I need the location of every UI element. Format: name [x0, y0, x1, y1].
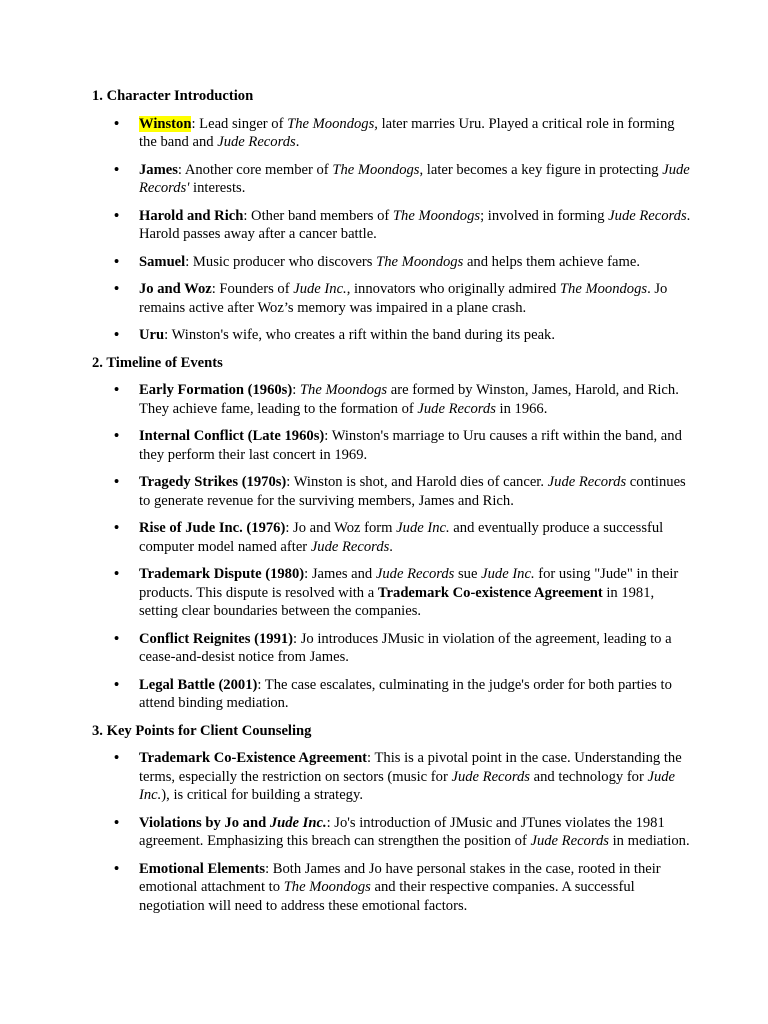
bullet-icon: • — [114, 253, 120, 270]
list-item — [92, 473, 692, 510]
item-text: : Jo and Woz form — [285, 520, 397, 536]
item-text: , later becomes a key figure in protecting — [419, 161, 663, 178]
list-item — [92, 381, 692, 418]
item-text: : Founders of — [211, 281, 294, 297]
bullet-icon: • — [114, 207, 120, 224]
item-text: and helps them achieve fame. — [463, 253, 640, 270]
list-item — [92, 749, 692, 805]
item-term: Jude Inc. — [269, 814, 327, 831]
item-term: Tragedy Strikes (1970s) — [139, 474, 287, 490]
item-text: in 1966. — [495, 400, 548, 417]
bullet-icon: • — [114, 750, 120, 766]
item-text: are formed by Winston, James, Harold, and Rich. They achieve fame, leading to the formation of — [139, 382, 679, 417]
item-text: The Moondogs — [299, 382, 388, 398]
item-text: Jude Records — [375, 566, 455, 582]
bullet-icon: • — [114, 382, 120, 398]
item-text: Jude Records — [310, 538, 390, 555]
item-text: ), is critical for building a strategy. — [161, 787, 363, 803]
bullet-icon: • — [114, 860, 120, 877]
item-text: : This is a pivotal point in the case. Understanding the terms, especially the restriction on sectors (music for — [139, 750, 682, 785]
bullet-icon: • — [114, 327, 120, 343]
item-text: and eventually produce a successful computer model named after — [139, 520, 664, 555]
bullet-icon: • — [114, 520, 120, 536]
item-text: : Lead singer of — [191, 115, 288, 132]
list-item — [92, 630, 692, 667]
item-text: Jude Records — [530, 833, 609, 849]
item-term: Legal Battle (2001) — [139, 676, 258, 693]
bullet-icon: • — [114, 566, 120, 582]
item-text: : Another core member of — [177, 161, 333, 178]
item-text: Jude Inc. — [293, 281, 347, 297]
item-text: continues to generate revenue for the surviving members, James and Rich. — [139, 474, 686, 509]
list-item — [92, 676, 692, 713]
item-text: : Winston is shot, and Harold dies of cancer. — [286, 474, 548, 490]
bullet-icon: • — [114, 676, 120, 693]
item-text: : Jo introduces JMusic in violation of the agreement, leading to a cease-and-desist notice from James. — [139, 630, 672, 665]
item-text: : Both James and Jo have personal stakes in the case, rooted in their emotional attachment to — [139, 860, 661, 895]
document-page — [92, 87, 692, 924]
item-text: Jude Records' — [139, 161, 690, 196]
item-text: Jude Records — [608, 207, 687, 224]
list-item — [92, 115, 692, 152]
list-item — [92, 326, 692, 345]
bullet-icon: • — [114, 115, 120, 132]
bullet-list — [92, 381, 692, 713]
item-text: Jude Inc. — [139, 768, 676, 803]
list-item — [92, 860, 692, 916]
item-term: Trademark Co-existence Agreement — [377, 584, 603, 601]
item-text: The Moondogs — [392, 207, 481, 224]
bullet-icon: • — [114, 474, 120, 490]
bullet-icon: • — [114, 428, 120, 444]
item-text: : Winston's wife, who creates a rift within the band during its peak. — [164, 327, 555, 343]
item-text: Jude Records — [547, 474, 627, 490]
item-term: Internal Conflict (Late 1960s) — [139, 428, 325, 444]
item-text: , innovators who originally admired — [346, 281, 560, 297]
item-term: Emotional Elements — [139, 860, 266, 877]
item-text: . Harold passes away after a cancer battle. — [139, 207, 691, 242]
item-text: and their respective companies. A successful negotiation will need to address these emotional factors. — [139, 879, 635, 914]
item-term: Violations by Jo and — [139, 814, 270, 831]
bullet-icon: • — [114, 630, 120, 647]
item-term: Trademark Co-Existence Agreement — [139, 750, 368, 766]
item-text: Jude Records — [451, 768, 530, 785]
item-text: Jude Inc. — [396, 520, 450, 536]
item-text: interests. — [189, 180, 246, 196]
section-key-points — [92, 722, 692, 916]
bullet-list — [92, 749, 692, 915]
item-term: Early Formation (1960s) — [139, 382, 293, 398]
item-text: Jude Records — [417, 400, 496, 417]
item-text: and technology for — [529, 768, 648, 785]
item-text: : Jo's introduction of JMusic and JTunes violates the 1981 agreement. Emphasizing this breach can strengthen the position of — [139, 814, 665, 849]
section-heading: 2. Timeline of Events — [92, 354, 223, 371]
item-term: Samuel — [139, 253, 186, 270]
item-text: : Other band members of — [243, 207, 393, 224]
item-term: Jo and Woz — [139, 281, 212, 297]
item-text: The Moondogs — [376, 253, 464, 270]
item-term: Rise of Jude Inc. (1976) — [139, 520, 286, 536]
item-text: Jude Records — [217, 134, 296, 150]
item-text: : Music producer who discovers — [185, 253, 377, 270]
bullet-icon: • — [114, 814, 120, 831]
list-item — [92, 207, 692, 244]
item-term: Conflict Reignites (1991) — [139, 630, 294, 647]
item-text: . Jo remains active after Woz’s memory was impaired in a plane crash. — [139, 281, 668, 316]
section-heading: 3. Key Points for Client Counseling — [92, 722, 312, 739]
item-text: : The case escalates, culminating in the judge's order for both parties to attend binding mediation. — [139, 676, 672, 711]
list-item — [92, 814, 692, 851]
item-text: for using "Jude" in their products. This dispute is resolved with a — [139, 566, 679, 601]
item-term: James — [139, 161, 178, 178]
item-text: sue — [454, 566, 482, 582]
item-text: in 1981, setting clear boundaries between the companies. — [139, 584, 655, 619]
item-text: ; involved in forming — [480, 207, 609, 224]
list-item — [92, 565, 692, 621]
item-term: Harold and Rich — [139, 207, 244, 224]
item-text: The Moondogs — [287, 115, 375, 132]
list-item — [92, 280, 692, 317]
item-text: The Moondogs — [332, 161, 420, 178]
highlighted-name: Winston — [139, 115, 192, 132]
bullet-list — [92, 115, 692, 345]
item-text: The Moondogs — [283, 879, 371, 895]
item-text: : Winston's marriage to Uru causes a rift within the band, and they perform their last concert in 1969. — [139, 428, 682, 463]
list-item — [92, 519, 692, 556]
item-term: Uru — [139, 327, 165, 343]
item-text: . — [389, 538, 393, 555]
item-text: : — [292, 382, 300, 398]
bullet-icon: • — [114, 161, 120, 178]
item-text: Jude Inc. — [481, 566, 535, 582]
section-heading: 1. Character Introduction — [92, 88, 254, 104]
section-timeline-of-events — [92, 354, 692, 713]
list-item — [92, 427, 692, 464]
section-character-introduction — [92, 87, 692, 345]
list-item — [92, 253, 692, 272]
item-text: , later marries Uru. Played a critical role in forming the band and — [139, 115, 675, 150]
item-text: . — [295, 134, 300, 150]
item-term: Trademark Dispute (1980) — [139, 566, 305, 582]
bullet-icon: • — [114, 281, 120, 297]
item-text: in mediation. — [608, 833, 690, 849]
item-text: : James and — [304, 566, 376, 582]
list-item — [92, 161, 692, 198]
item-text: The Moondogs — [559, 281, 648, 297]
